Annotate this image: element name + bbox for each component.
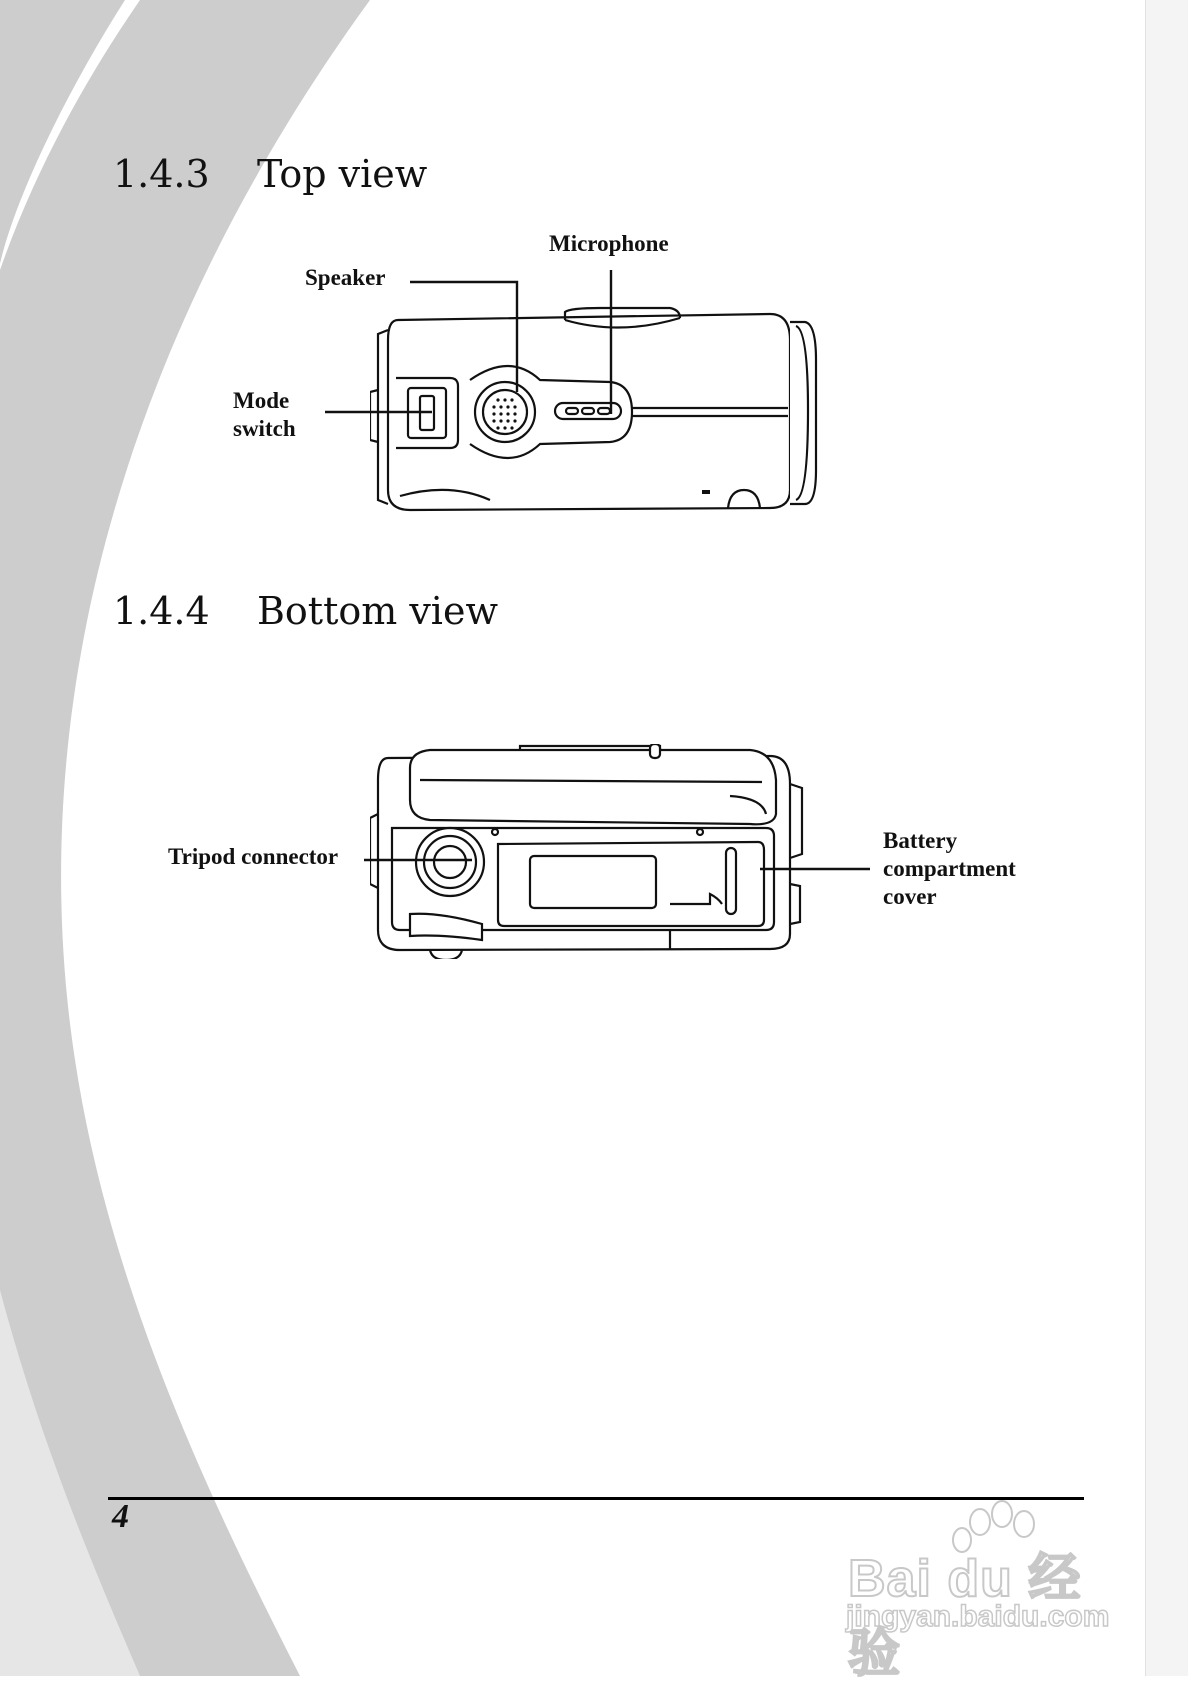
callout-tripod-connector: Tripod connector (168, 844, 339, 869)
callout-microphone: Microphone (549, 231, 669, 256)
section-number: 1.4.4 (113, 589, 210, 633)
baidu-jingyan-watermark (840, 1500, 1130, 1683)
callout-speaker: Speaker (305, 265, 386, 290)
leader-speaker (410, 282, 517, 392)
watermark-site: jingyan.baidu.com (846, 1600, 1110, 1633)
callout-battery-compartment-cover: Battery compartment cover (883, 828, 1016, 909)
section-title: Bottom view (257, 589, 498, 633)
section-number: 1.4.3 (113, 152, 210, 196)
page-number: 4 (112, 1498, 129, 1535)
section-title: Top view (257, 152, 428, 196)
callout-mode-switch: Mode switch (233, 388, 296, 441)
watermark-brand: Bai du 经验 (848, 1550, 1082, 1683)
